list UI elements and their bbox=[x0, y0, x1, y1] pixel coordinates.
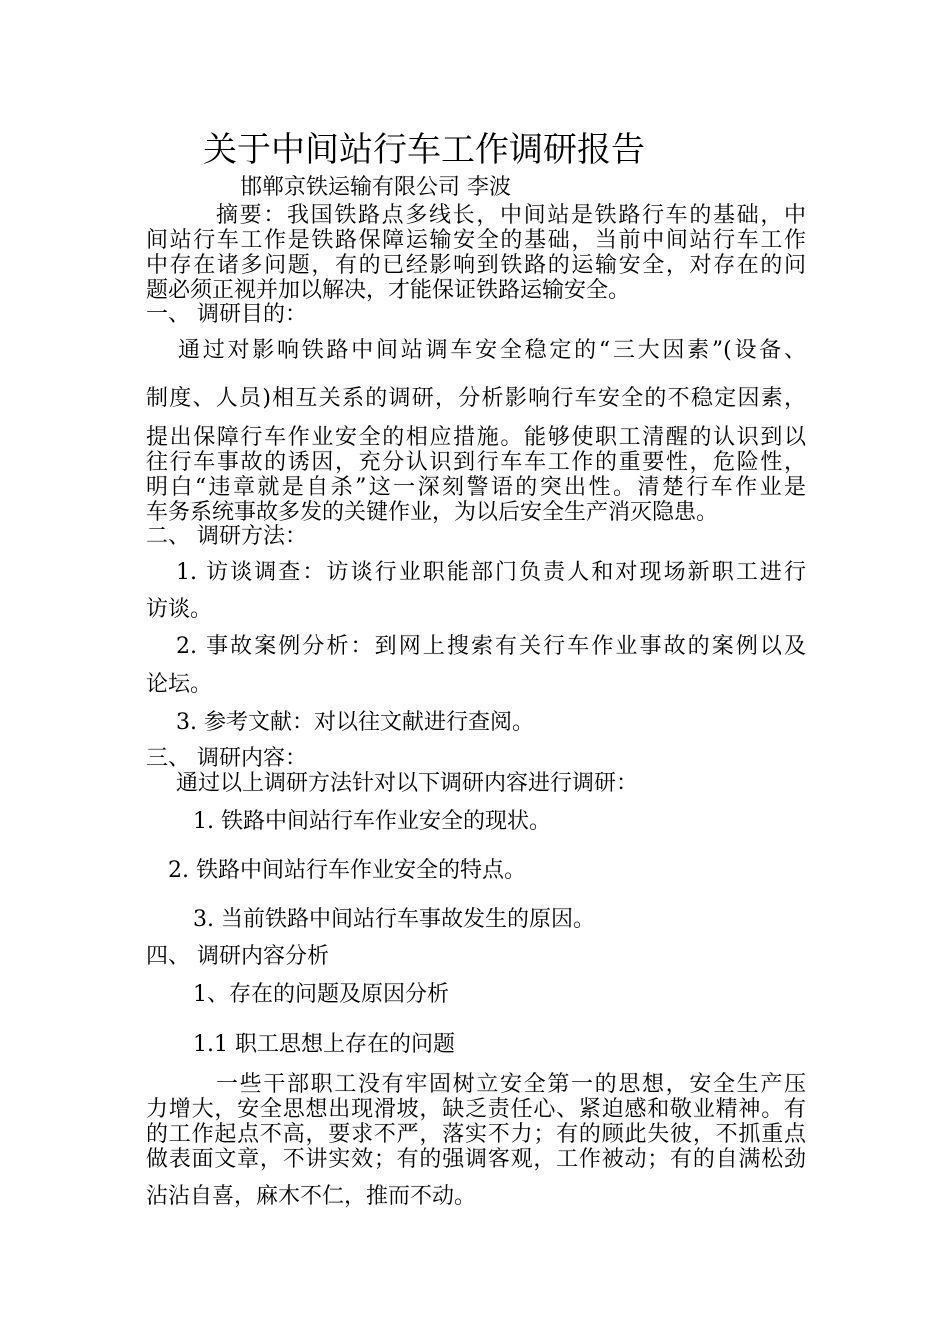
paragraph-line: 沾沾自喜，麻木不仁，推而不动。 bbox=[146, 1184, 477, 1209]
section-heading: 二、 调研方法： bbox=[146, 524, 307, 549]
paragraph-line: 做表面文章，不讲实效；有的强调客观，工作被动；有的自满松劲 bbox=[146, 1147, 806, 1172]
section-heading: 三、 调研内容： bbox=[146, 746, 307, 771]
content-item: 3. 当前铁路中间站行车事故发生的原因。 bbox=[193, 907, 595, 932]
method-item: 2. 事故案例分析：到网上搜索有关行车作业事故的案例以及 bbox=[176, 634, 806, 659]
section-heading: 一、 调研目的： bbox=[146, 302, 307, 327]
sub-heading: 1、存在的问题及原因分析 bbox=[193, 982, 449, 1007]
report-title: 关于中间站行车工作调研报告 bbox=[203, 130, 645, 170]
author-line: 邯郸京铁运输有限公司 李波 bbox=[240, 175, 511, 200]
section-intro: 通过以上调研方法针对以下调研内容进行调研： bbox=[176, 771, 639, 796]
method-item-cont: 论坛。 bbox=[146, 672, 213, 697]
paragraph-line: 明白“违章就是自杀”这一深刻警语的突出性。清楚行车作业是 bbox=[146, 475, 806, 500]
method-item: 3. 参考文献：对以往文献进行查阅。 bbox=[176, 710, 534, 735]
content-item: 1. 铁路中间站行车作业安全的现状。 bbox=[193, 809, 551, 834]
method-item-cont: 访谈。 bbox=[146, 597, 213, 622]
content-item: 2. 铁路中间站行车作业安全的特点。 bbox=[168, 858, 526, 883]
paragraph-line: 力增大，安全思想出现滑坡，缺乏责任心、紧迫感和敬业精神。有 bbox=[146, 1097, 806, 1122]
method-item: 1. 访谈调查：访谈行业职能部门负责人和对现场新职工进行 bbox=[176, 560, 806, 585]
paragraph-line: 制度、人员)相互关系的调研，分析影响行车安全的不稳定因素， bbox=[146, 386, 806, 411]
section-heading: 四、 调研内容分析 bbox=[146, 944, 329, 969]
paragraph-line: 提出保障行车作业安全的相应措施。能够使职工清醒的认识到以 bbox=[146, 425, 806, 450]
paragraph-line: 一些干部职工没有牢固树立安全第一的思想，安全生产压 bbox=[216, 1072, 806, 1097]
abstract-line: 间站行车工作是铁路保障运输安全的基础，当前中间站行车工作 bbox=[146, 228, 806, 253]
sub-heading: 1.1 职工思想上存在的问题 bbox=[193, 1032, 455, 1057]
abstract-line: 中存在诸多问题，有的已经影响到铁路的运输安全，对存在的问 bbox=[146, 253, 806, 278]
paragraph-line: 往行车事故的诱因，充分认识到行车车工作的重要性，危险性， bbox=[146, 450, 806, 475]
paragraph-line: 车务系统事故多发的关键作业，为以后安全生产消灭隐患。 bbox=[146, 500, 719, 525]
abstract-line: 题必须正视并加以解决，才能保证铁路运输安全。 bbox=[146, 278, 631, 303]
paragraph-line: 通过对影响铁路中间站调车安全稳定的“三大因素”(设备、 bbox=[178, 338, 806, 363]
abstract-line: 摘要：我国铁路点多线长，中间站是铁路行车的基础，中 bbox=[216, 203, 806, 228]
paragraph-line: 的工作起点不高，要求不严，落实不力；有的顾此失彼，不抓重点 bbox=[146, 1122, 806, 1147]
